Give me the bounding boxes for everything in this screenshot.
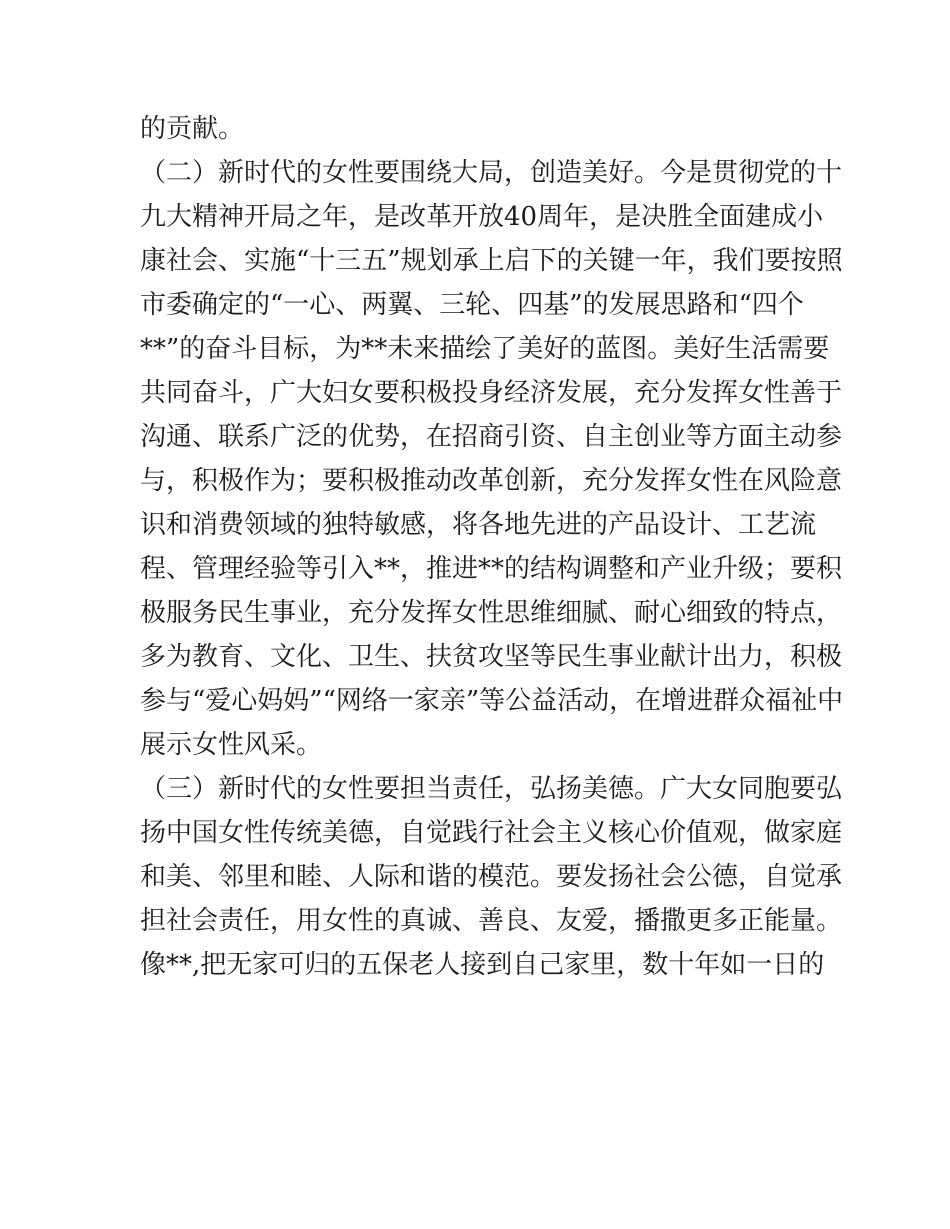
text-line: 扬中国女性传统美德，自觉践行社会主义核心价值观，做家庭 — [140, 818, 843, 848]
body-text — [140, 107, 844, 987]
text-line: 极服务民生事业，充分发挥女性思维细腻、耐心细致的特点， — [140, 598, 843, 628]
text-line: 康社会、实施“十三五”规划承上启下的关键一年，我们要按照 — [140, 246, 843, 276]
text-line: 九大精神开局之年，是改革开放40周年，是决胜全面建成小 — [140, 202, 824, 232]
text-line: 市委确定的“一心、两翼、三轮、四基”的发展思路和“四个 — [140, 290, 804, 320]
text-line: （二）新时代的女性要围绕大局，创造美好。今是贯彻党的十 — [140, 158, 843, 188]
text-line: 多为教育、文化、卫生、扶贫攻坚等民生事业献计出力，积极 — [140, 642, 843, 672]
text-line: 与，积极作为；要积极推动改革创新，充分发挥女性在风险意 — [140, 466, 843, 496]
text-line: 沟通、联系广泛的优势，在招商引资、自主创业等方面主动参 — [140, 422, 843, 452]
text-line: 和美、邻里和睦、人际和谐的模范。要发扬社会公德，自觉承 — [140, 862, 843, 892]
text-line: 参与“爱心妈妈”“网络一家亲”等公益活动，在增进群众福祉中 — [140, 686, 844, 716]
text-line: 展示女性风采。 — [140, 730, 323, 760]
text-line: 共同奋斗，广大妇女要积极投身经济发展，充分发挥女性善于 — [140, 378, 843, 408]
text-line: 的贡献。 — [140, 114, 245, 144]
text-line: 识和消费领域的独特敏感，将各地先进的产品设计、工艺流 — [140, 510, 817, 540]
text-line: 像**,把无家可归的五保老人接到自己家里，数十年如一日的 — [140, 950, 825, 980]
text-line: （三）新时代的女性要担当责任，弘扬美德。广大女同胞要弘 — [140, 774, 843, 804]
text-line: **”的奋斗目标，为**未来描绘了美好的蓝图。美好生活需要 — [140, 334, 830, 364]
text-line: 担社会责任，用女性的真诚、善良、友爱，播撒更多正能量。 — [140, 906, 843, 936]
text-line: 程、管理经验等引入**，推进**的结构调整和产业升级；要积 — [140, 554, 843, 584]
